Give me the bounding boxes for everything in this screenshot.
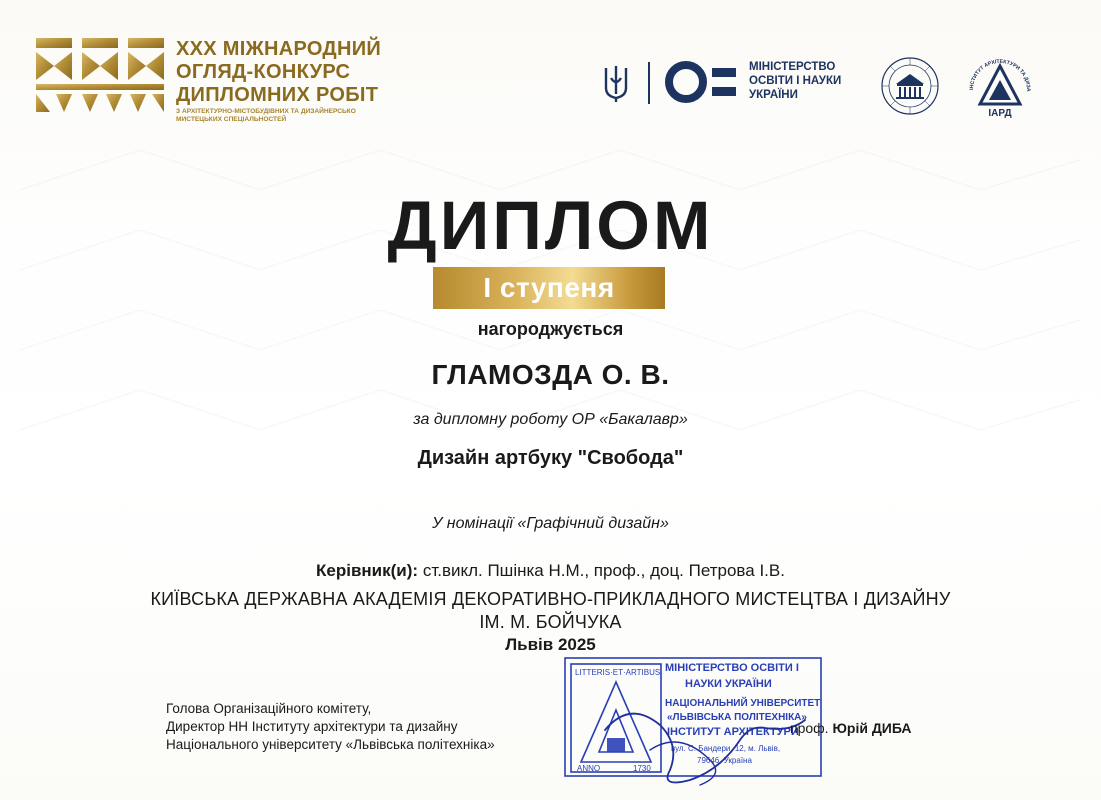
stamp-line: НАУКИ УКРАЇНИ (685, 678, 772, 690)
ministry-name (749, 60, 841, 102)
ministry-name-line: МІНІСТЕРСТВО (749, 61, 836, 73)
handwritten-signature (600, 690, 810, 790)
ministry-logo-icon (664, 60, 744, 104)
work-title: Дизайн артбуку "Свобода" (417, 447, 684, 469)
supervisors-names: ст.викл. Пшінка Н.М., проф., доц. Петрова І.В. (422, 561, 785, 580)
supervisors (0, 560, 1101, 582)
logo-divider (648, 62, 650, 104)
contest-subtitle (176, 108, 426, 124)
signatory-line: Голова Організаційного комітету, (166, 701, 372, 716)
contest-title (176, 38, 416, 107)
contest-title-line: ОГЛЯД-КОНКУРС (176, 61, 351, 83)
signatory-position (166, 700, 495, 754)
institution-name: КИЇВСЬКА ДЕРЖАВНА АКАДЕМІЯ ДЕКОРАТИВНО-ПРИКЛАДНОГО МИСТЕЦТВА І ДИЗАЙНУ (150, 589, 951, 609)
stamp-motto: LITTERIS·ET·ARTIBUS (575, 668, 661, 677)
recipient-name: ГЛАМОЗДА О. В. (431, 359, 670, 390)
signatory-line: Директор НН Інституту архітектури та дизайну (166, 719, 458, 734)
stamp-address: 79646, Україна (697, 756, 752, 765)
stamp-anno: ANNO (577, 764, 601, 773)
contest-subtitle-line: МИСТЕЦЬКИХ СПЕЦІАЛЬНОСТЕЙ (176, 116, 287, 123)
institution-name-2: ІМ. М. БОЙЧУКА (479, 612, 622, 632)
nomination: У номінації «Графічний дизайн» (432, 515, 669, 532)
stamp-year: 1730 (633, 764, 651, 773)
iard-label: ІАРД (988, 108, 1012, 119)
signer-full-name: Юрій ДИБА (832, 720, 912, 736)
stamp-line: МІНІСТЕРСТВО ОСВІТИ І (665, 662, 799, 674)
signer-name (790, 720, 912, 736)
signatory-line: Національного університету «Львівська політехніка» (166, 737, 495, 752)
stamp-line: «ЛЬВІВСЬКА ПОЛІТЕХНІКА» (667, 712, 807, 723)
iard-logo-icon (965, 54, 1035, 120)
contest-logo (36, 38, 416, 133)
supervisors-label: Керівник(и): (316, 561, 419, 580)
work-type: за дипломну роботу ОР «Бакалавр» (413, 411, 688, 428)
contest-title-line: ДИПЛОМНИХ РОБІТ (176, 84, 379, 106)
contest-title-line: XXX МІЖНАРОДНИЙ (176, 38, 382, 60)
degree-label: І ступеня (483, 272, 615, 303)
stamp-address: вул. С. Бандери, 12, м. Львів, (671, 744, 781, 753)
ministry-name-line: ОСВІТИ І НАУКИ (749, 75, 842, 87)
awarded-label: нагороджується (477, 319, 624, 339)
city-year: Львів 2025 (505, 635, 596, 654)
stamp-line: НАЦІОНАЛЬНИЙ УНІВЕРСИТЕТ (665, 698, 821, 709)
signer-title: проф. (790, 720, 829, 736)
ministry-name-line: УКРАЇНИ (749, 89, 798, 101)
stamp-line: ІНСТИТУТ АРХІТЕКТУРИ (667, 726, 799, 738)
university-seal-icon (880, 56, 940, 116)
contest-subtitle-line: З АРХІТЕКТУРНО-МІСТОБУДІВНИХ ТА ДИЗАЙНЕРСЬКО (176, 108, 356, 115)
iard-ring-text: ІНСТИТУТ АРХІТЕКТУРИ ТА ДИЗА (968, 58, 1032, 92)
trident-icon (603, 64, 629, 104)
ornament-logo-icon (36, 38, 166, 112)
diploma-title: ДИПЛОМ (387, 187, 714, 264)
